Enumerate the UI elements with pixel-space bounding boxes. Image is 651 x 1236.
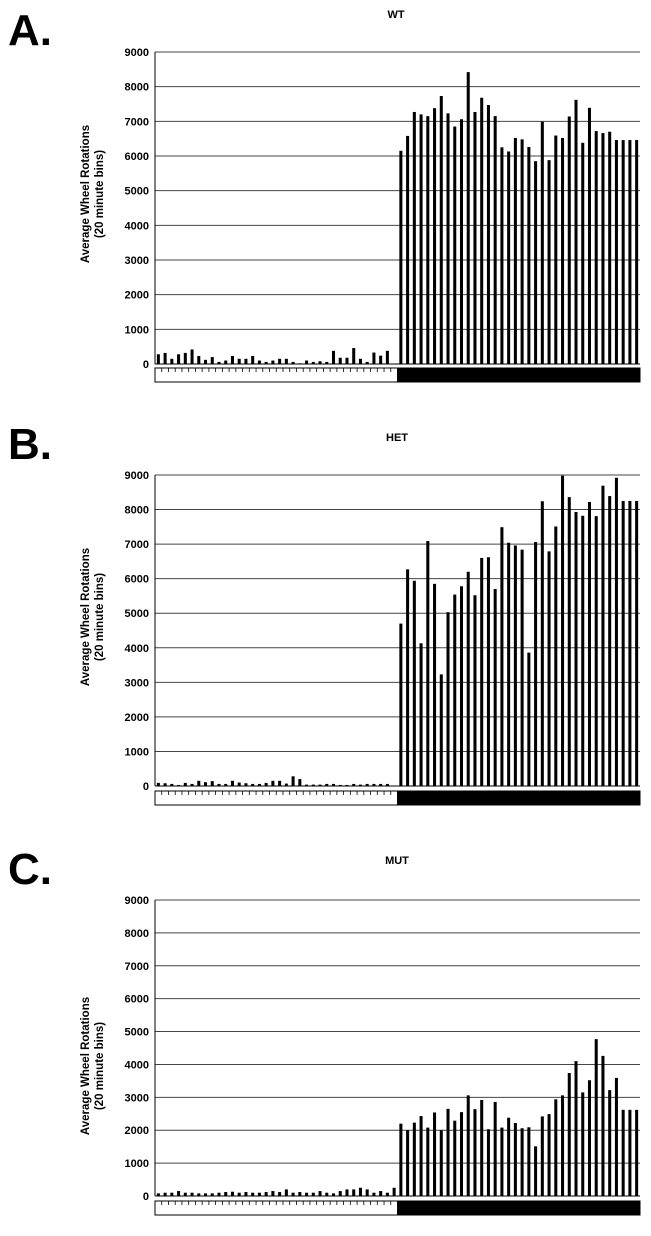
- data-bar: [305, 361, 308, 364]
- bar-chart: [0, 840, 651, 1236]
- data-bar: [608, 496, 611, 786]
- data-bar: [278, 1192, 281, 1196]
- data-bar: [278, 781, 281, 786]
- y-tick-label: 8000: [124, 81, 149, 94]
- data-bar: [581, 1092, 584, 1196]
- data-bar: [514, 138, 517, 364]
- data-bar: [615, 1078, 618, 1196]
- data-bar: [238, 359, 241, 364]
- data-bar: [413, 581, 416, 786]
- data-bar: [433, 108, 436, 364]
- data-bar: [487, 557, 490, 786]
- data-bar: [339, 785, 342, 786]
- data-bar: [574, 100, 577, 364]
- data-bar: [500, 147, 503, 364]
- data-bar: [595, 516, 598, 786]
- data-bar: [433, 584, 436, 786]
- y-tick-label: 0: [142, 781, 149, 793]
- data-bar: [265, 362, 268, 364]
- data-bar: [366, 362, 369, 364]
- data-bar: [217, 362, 220, 364]
- data-bar: [453, 1121, 456, 1196]
- y-tick-label: 7000: [124, 539, 149, 552]
- data-bar: [312, 785, 315, 786]
- y-tick-label: 6000: [124, 151, 149, 163]
- data-bar: [379, 784, 382, 786]
- data-bar: [473, 112, 476, 364]
- data-bar: [399, 624, 402, 786]
- data-bar: [298, 1192, 301, 1196]
- data-bar: [507, 151, 510, 364]
- data-bar: [332, 1193, 335, 1196]
- data-bar: [157, 1193, 160, 1196]
- y-tick-label: 4000: [124, 220, 149, 233]
- y-axis-label-line1: Average Wheel Rotations: [80, 547, 92, 687]
- data-bar: [170, 359, 173, 364]
- data-bar: [554, 1099, 557, 1196]
- data-bar: [500, 527, 503, 786]
- data-bar: [191, 784, 194, 786]
- panel-mut: [0, 840, 651, 1236]
- y-tick-label: 8000: [124, 927, 149, 940]
- data-bar: [480, 1100, 483, 1196]
- chart-title: HET: [386, 432, 408, 444]
- data-bar: [157, 783, 160, 786]
- data-bar: [258, 784, 261, 786]
- y-tick-label: 7000: [124, 960, 149, 973]
- data-bar: [244, 1192, 247, 1196]
- data-bar: [224, 1192, 227, 1196]
- data-bar: [305, 785, 308, 786]
- data-bar: [514, 545, 517, 786]
- data-bar: [447, 113, 450, 364]
- data-bar: [426, 116, 429, 364]
- y-axis-label-line1: Average Wheel Rotations: [80, 124, 92, 264]
- data-bar: [500, 1128, 503, 1196]
- data-bar: [548, 160, 551, 364]
- data-bar: [285, 1189, 288, 1196]
- data-bar: [319, 1191, 322, 1196]
- data-bar: [325, 784, 328, 786]
- data-bar: [372, 353, 375, 364]
- y-axis-label-line2: (20 minute bins): [94, 572, 106, 662]
- y-tick-label: 1000: [124, 746, 149, 759]
- data-bar: [164, 783, 167, 786]
- data-bar: [251, 1193, 254, 1196]
- data-bar: [635, 501, 638, 786]
- y-tick-label: 2000: [124, 711, 149, 724]
- data-bar: [480, 98, 483, 364]
- data-bar: [420, 114, 423, 364]
- data-bar: [440, 674, 443, 786]
- y-tick-label: 5000: [124, 185, 149, 198]
- y-tick-label: 9000: [124, 470, 149, 482]
- data-bar: [615, 140, 618, 364]
- data-bar: [467, 72, 470, 364]
- y-tick-label: 5000: [124, 1026, 149, 1039]
- data-bar: [359, 785, 362, 786]
- data-bar: [581, 516, 584, 786]
- data-bar: [325, 1193, 328, 1196]
- data-bar: [271, 361, 274, 364]
- y-tick-label: 5000: [124, 608, 149, 621]
- data-bar: [534, 542, 537, 786]
- data-bar: [413, 1123, 416, 1196]
- data-bar: [271, 1191, 274, 1196]
- data-bar: [399, 1124, 402, 1196]
- data-bar: [548, 1114, 551, 1196]
- data-bar: [332, 784, 335, 786]
- data-bar: [332, 351, 335, 364]
- data-bar: [521, 550, 524, 786]
- y-tick-label: 9000: [124, 895, 149, 907]
- y-axis-label-line1: Average Wheel Rotations: [80, 996, 92, 1136]
- data-bar: [184, 783, 187, 786]
- data-bar: [548, 551, 551, 786]
- data-bar: [366, 1189, 369, 1196]
- data-bar: [622, 140, 625, 364]
- data-bar: [608, 1090, 611, 1196]
- y-tick-label: 1000: [124, 324, 149, 337]
- data-bar: [628, 140, 631, 364]
- data-bar: [292, 362, 295, 364]
- data-bar: [197, 1193, 200, 1196]
- dark-phase-bar: [398, 791, 641, 805]
- bar-chart: [0, 0, 651, 400]
- data-bar: [231, 1192, 234, 1196]
- dark-phase-bar: [398, 368, 641, 382]
- y-tick-label: 3000: [124, 255, 149, 267]
- data-bar: [420, 1116, 423, 1196]
- data-bar: [568, 497, 571, 786]
- data-bar: [359, 1188, 362, 1196]
- data-bar: [494, 589, 497, 786]
- data-bar: [224, 784, 227, 786]
- y-tick-label: 0: [142, 1191, 149, 1203]
- data-bar: [312, 1193, 315, 1196]
- panel-letter: A.: [8, 6, 52, 55]
- data-bar: [379, 356, 382, 364]
- data-bar: [231, 356, 234, 364]
- data-bar: [420, 643, 423, 786]
- data-bar: [211, 1193, 214, 1196]
- data-bar: [244, 783, 247, 786]
- data-bar: [184, 1193, 187, 1196]
- data-bar: [608, 132, 611, 364]
- data-bar: [635, 140, 638, 364]
- y-tick-label: 1000: [124, 1158, 149, 1171]
- panel-letter: C.: [8, 845, 52, 894]
- data-bar: [204, 782, 207, 786]
- chart-title: MUT: [385, 855, 409, 867]
- data-bar: [507, 543, 510, 786]
- chart-title: WT: [387, 9, 405, 21]
- data-bar: [184, 353, 187, 364]
- data-bar: [534, 161, 537, 364]
- data-bar: [258, 1193, 261, 1196]
- data-bar: [352, 1189, 355, 1196]
- y-tick-label: 7000: [124, 116, 149, 129]
- data-bar: [164, 353, 167, 364]
- data-bar: [628, 501, 631, 786]
- y-tick-label: 6000: [124, 993, 149, 1006]
- data-bar: [191, 1193, 194, 1196]
- data-bar: [460, 119, 463, 364]
- data-bar: [588, 108, 591, 364]
- data-bar: [601, 1056, 604, 1196]
- data-bar: [372, 1193, 375, 1196]
- data-bar: [574, 512, 577, 786]
- data-bar: [305, 1193, 308, 1196]
- data-bar: [628, 1110, 631, 1196]
- data-bar: [541, 122, 544, 364]
- data-bar: [601, 486, 604, 786]
- data-bar: [265, 1192, 268, 1196]
- y-axis-label-line2: (20 minute bins): [94, 1021, 106, 1111]
- data-bar: [298, 363, 301, 364]
- dark-phase-bar: [398, 1201, 641, 1215]
- data-bar: [426, 541, 429, 786]
- data-bar: [393, 1188, 396, 1196]
- data-bar: [554, 136, 557, 364]
- data-bar: [406, 569, 409, 786]
- data-bar: [534, 1146, 537, 1196]
- data-bar: [197, 781, 200, 786]
- data-bar: [271, 781, 274, 786]
- data-bar: [177, 785, 180, 786]
- data-bar: [507, 1118, 510, 1196]
- panel-wt: [0, 0, 651, 400]
- data-bar: [635, 1110, 638, 1196]
- y-axis-label-line2: (20 minute bins): [94, 149, 106, 239]
- data-bar: [224, 361, 227, 364]
- data-bar: [285, 784, 288, 786]
- data-bar: [527, 1127, 530, 1196]
- y-tick-label: 6000: [124, 573, 149, 586]
- data-bar: [494, 116, 497, 364]
- bar-chart: [0, 420, 651, 820]
- data-bar: [204, 1193, 207, 1196]
- data-bar: [447, 612, 450, 786]
- data-bar: [325, 362, 328, 364]
- data-bar: [473, 1109, 476, 1196]
- y-tick-label: 4000: [124, 1059, 149, 1072]
- data-bar: [170, 784, 173, 786]
- data-bar: [177, 354, 180, 364]
- data-bar: [238, 1193, 241, 1196]
- data-bar: [561, 138, 564, 364]
- data-bar: [379, 1191, 382, 1196]
- data-bar: [339, 358, 342, 364]
- data-bar: [453, 127, 456, 364]
- data-bar: [191, 349, 194, 364]
- data-bar: [386, 1193, 389, 1196]
- data-bar: [352, 348, 355, 364]
- data-bar: [487, 105, 490, 364]
- data-bar: [581, 143, 584, 364]
- data-bar: [231, 781, 234, 786]
- data-bar: [292, 1193, 295, 1196]
- data-bar: [460, 1112, 463, 1196]
- data-bar: [345, 358, 348, 364]
- y-tick-label: 4000: [124, 642, 149, 655]
- data-bar: [265, 783, 268, 786]
- data-bar: [238, 783, 241, 786]
- data-bar: [494, 1102, 497, 1196]
- data-bar: [622, 501, 625, 786]
- data-bar: [399, 151, 402, 364]
- data-bar: [595, 1039, 598, 1196]
- data-bar: [292, 776, 295, 786]
- data-bar: [298, 779, 301, 786]
- data-bar: [622, 1110, 625, 1196]
- data-bar: [319, 361, 322, 364]
- data-bar: [467, 572, 470, 786]
- data-bar: [595, 131, 598, 364]
- data-bar: [359, 359, 362, 364]
- y-tick-label: 0: [142, 359, 149, 371]
- data-bar: [177, 1191, 180, 1196]
- data-bar: [285, 359, 288, 364]
- y-tick-label: 2000: [124, 289, 149, 302]
- data-bar: [319, 785, 322, 786]
- data-bar: [561, 476, 564, 786]
- data-bar: [588, 502, 591, 786]
- data-bar: [433, 1112, 436, 1196]
- data-bar: [251, 784, 254, 786]
- data-bar: [568, 116, 571, 364]
- data-bar: [541, 1116, 544, 1196]
- data-bar: [258, 361, 261, 364]
- data-bar: [251, 356, 254, 364]
- data-bar: [561, 1095, 564, 1196]
- data-bar: [467, 1095, 470, 1196]
- data-bar: [487, 1129, 490, 1196]
- data-bar: [426, 1128, 429, 1196]
- data-bar: [574, 1061, 577, 1196]
- data-bar: [204, 360, 207, 364]
- data-bar: [554, 526, 557, 786]
- data-bar: [521, 139, 524, 364]
- y-tick-label: 8000: [124, 504, 149, 517]
- data-bar: [345, 1189, 348, 1196]
- data-bar: [352, 784, 355, 786]
- data-bar: [345, 785, 348, 786]
- data-bar: [601, 133, 604, 364]
- data-bar: [453, 595, 456, 786]
- data-bar: [514, 1123, 517, 1196]
- data-bar: [197, 356, 200, 364]
- data-bar: [440, 1130, 443, 1196]
- y-tick-label: 3000: [124, 1092, 149, 1105]
- data-bar: [473, 595, 476, 786]
- data-bar: [386, 784, 389, 786]
- data-bar: [170, 1193, 173, 1196]
- data-bar: [278, 359, 281, 364]
- panel-letter: B.: [8, 420, 52, 469]
- data-bar: [244, 359, 247, 364]
- data-bar: [521, 1128, 524, 1196]
- data-bar: [447, 1109, 450, 1196]
- data-bar: [339, 1191, 342, 1196]
- y-tick-label: 3000: [124, 677, 149, 690]
- data-bar: [312, 362, 315, 364]
- data-bar: [480, 558, 483, 786]
- data-bar: [372, 784, 375, 786]
- y-tick-label: 9000: [124, 47, 149, 59]
- data-bar: [440, 96, 443, 364]
- data-bar: [211, 781, 214, 786]
- data-bar: [541, 501, 544, 786]
- data-bar: [406, 1130, 409, 1196]
- data-bar: [211, 357, 214, 364]
- data-bar: [386, 351, 389, 364]
- data-bar: [406, 136, 409, 364]
- data-bar: [588, 1080, 591, 1196]
- panel-het: [0, 420, 651, 820]
- y-tick-label: 2000: [124, 1125, 149, 1138]
- data-bar: [460, 586, 463, 786]
- data-bar: [527, 147, 530, 364]
- data-bar: [413, 112, 416, 364]
- data-bar: [217, 784, 220, 786]
- data-bar: [568, 1073, 571, 1196]
- data-bar: [615, 478, 618, 786]
- data-bar: [157, 354, 160, 364]
- data-bar: [527, 653, 530, 786]
- data-bar: [217, 1193, 220, 1196]
- data-bar: [366, 784, 369, 786]
- data-bar: [164, 1193, 167, 1196]
